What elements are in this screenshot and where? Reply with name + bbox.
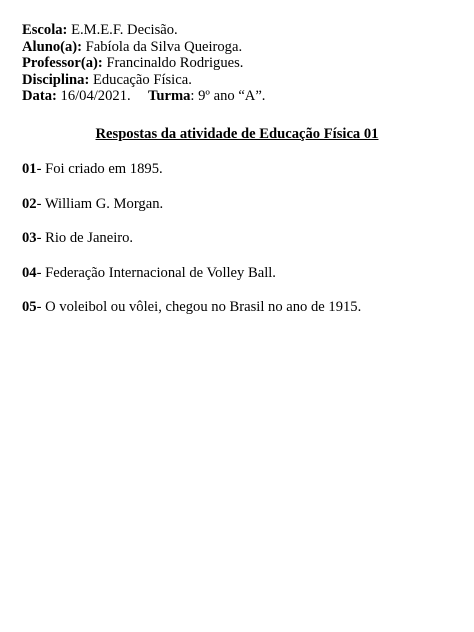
school-line <box>22 22 265 39</box>
school-value: E.M.E.F. Decisão. <box>71 22 178 38</box>
date-value: 16/04/2021. <box>60 88 131 105</box>
answer-text: - Foi criado em 1895. <box>36 161 163 177</box>
student-value: Fabíola da Silva Queiroga. <box>85 38 243 55</box>
answer-text: - Federação Internacional de Volley Ball. <box>36 264 276 281</box>
subject-value: Educação Física. <box>92 71 192 88</box>
school-label: Escola: <box>22 22 68 38</box>
answer-text: - William G. Morgan. <box>36 195 164 212</box>
answer-item <box>22 160 361 195</box>
date-class-line <box>22 88 265 105</box>
teacher-line <box>22 55 265 72</box>
answer-text: - O voleibol ou vôlei, chegou no Brasil no ano de 1915. <box>36 299 362 315</box>
document-title: Respostas da atividade de Educação Física 01 <box>95 126 379 142</box>
header-block <box>22 22 265 105</box>
subject-line <box>22 72 265 89</box>
answer-number: 04 <box>22 264 37 281</box>
answer-item <box>22 264 361 299</box>
answer-number: 02 <box>22 195 37 212</box>
answer-item <box>22 229 361 264</box>
class-label: Turma <box>147 88 191 105</box>
class-value: : 9º ano “A”. <box>190 88 266 105</box>
teacher-label: Professor(a): <box>22 55 103 72</box>
answer-item <box>22 298 361 333</box>
subject-label: Disciplina: <box>22 71 90 88</box>
teacher-value: Francinaldo Rodrigues. <box>106 55 244 72</box>
answer-number: 03 <box>22 230 37 246</box>
answer-number: 05 <box>22 299 37 315</box>
answer-number: 01 <box>22 161 37 177</box>
date-label: Data: <box>22 88 57 105</box>
answer-text: - Rio de Janeiro. <box>36 230 134 246</box>
student-label: Aluno(a): <box>22 38 82 55</box>
student-line <box>22 39 265 56</box>
answer-item <box>22 195 361 230</box>
answers-list <box>22 160 361 333</box>
